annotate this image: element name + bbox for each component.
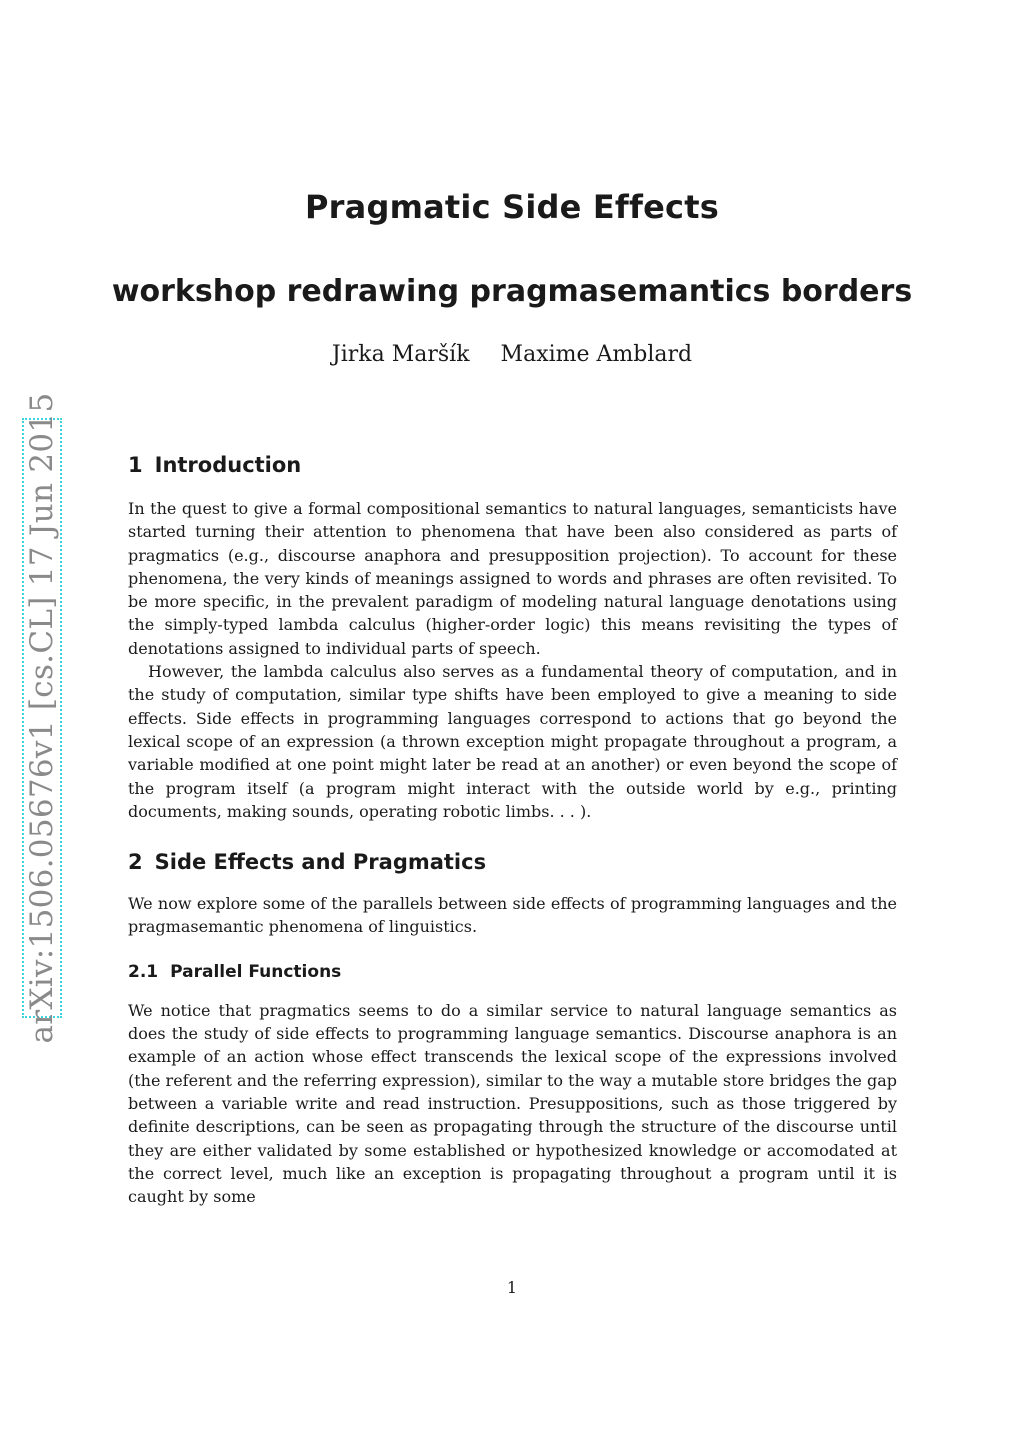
paper-title: Pragmatic Side Effects [305,188,719,226]
subsection-title: Parallel Functions [170,961,342,982]
author-name: Maxime Amblard [500,342,693,367]
section-heading-side-effects [128,847,897,877]
page-number: 1 [506,1278,518,1297]
body-paragraph: However, the lambda calculus also serves as a fundamental theory of computation, and in the study of computation, similar type shifts have been employed to give a meaning to side effects. Side effects in programming languages correspond to actions that go beyond the lexical scope of an expression (a thrown exception might propagate throughout a program, a variable modified at one point might later be read at an another) or even beyond the scope of the program itself (a program might interact with the outside world by e.g., printing documents, making sounds, operating robotic limbs. . . ). [128,662,897,821]
section-title: Introduction [154,453,302,477]
section-number: 2 [128,850,143,875]
paper-body [128,450,897,1208]
paper-subtitle: workshop redrawing pragmasemantics borders [111,274,913,309]
body-paragraph: We notice that pragmatics seems to do a similar service to natural language semantics as does the study of side effects to programming language semantics. Discourse anaphora is an example of an action whose effect transcends the lexical scope of the expressions involved (the referent and the referring expression), similar to the way a mutable store bridges the gap between a variable write and read instruction. Presuppositions, such as those triggered by definite descriptions, can be seen as propagating through the structure of the discourse until they are either validated by some established or hypothesized knowledge or accomodated at the correct level, much like an exception is propagating throughout a program until it is caught by some [128,1000,897,1207]
body-paragraph: We now explore some of the parallels between side effects of programming languages and the pragmasemantic phenomena of linguistics. [128,894,897,937]
arxiv-identifier[interactable]: arXiv:1506.05676v1 [cs.CL] 17 Jun 2015 [24,392,60,1044]
body-paragraph: In the quest to give a formal compositional semantics to natural languages, semanticists have started turning their attention to phenomena that have been also considered as parts of pragmatics (e.g., discourse anaphora and presupposition projection). To account for these phenomena, the very kinds of meanings assigned to words and phrases are often revisited. To be more specific, in the prevalent paradigm of modeling natural language denotations using the simply-typed lambda calculus (higher-order logic) this means revisiting the types of denotations assigned to individual parts of speech. [128,499,897,658]
section-number: 1 [128,453,143,477]
author-name: Jirka Maršík [331,342,470,367]
section-heading-introduction [128,450,897,480]
author-list [0,342,1024,367]
subsection-number: 2.1 [128,961,159,982]
subsection-heading-parallel-functions [128,959,897,985]
section-title: Side Effects and Pragmatics [154,850,487,875]
